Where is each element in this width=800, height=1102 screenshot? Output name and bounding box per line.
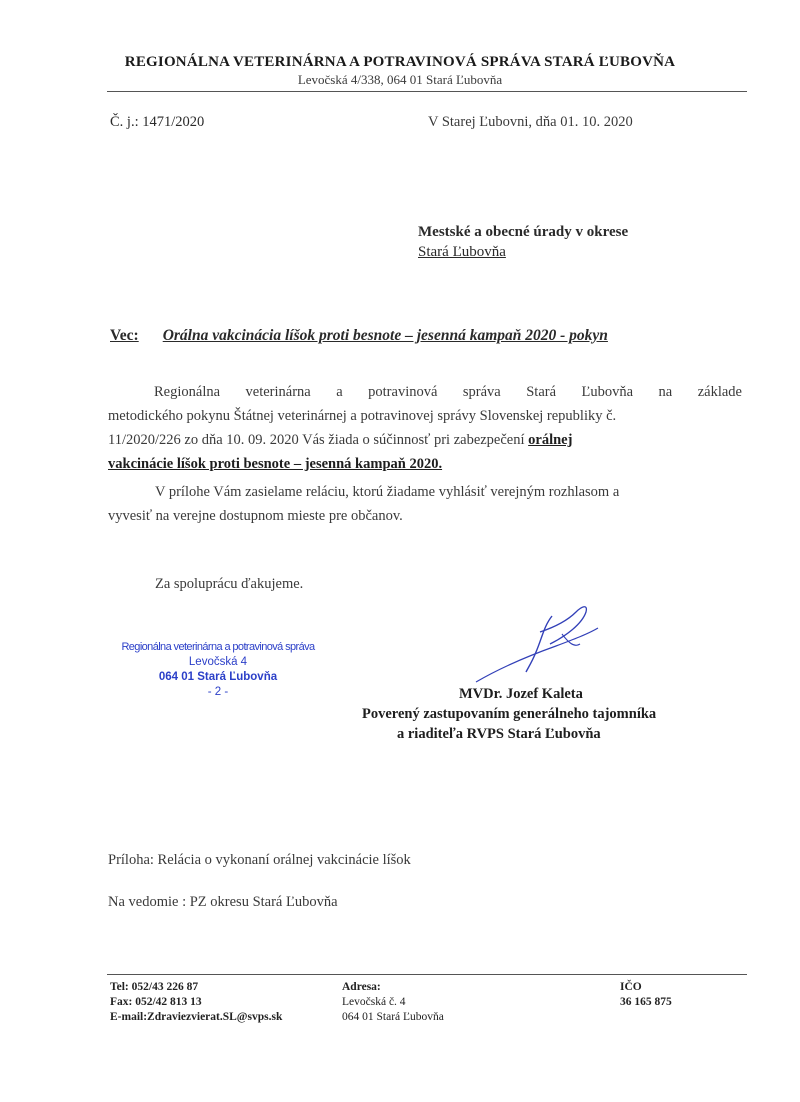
subject-text: Orálna vakcinácia líšok proti besnote – jesenná kampaň 2020 - pokyn [162, 327, 608, 344]
subject-line [110, 327, 608, 345]
footer-tel: Tel: 052/43 226 87 [110, 981, 199, 993]
body-paragraph-1-line-3 [108, 432, 572, 449]
body-emphasis-start: orálnej [528, 432, 573, 448]
footer-ico-value: 36 165 875 [620, 996, 672, 1008]
footer-address-label: Adresa: [342, 981, 381, 993]
subject-label: Vec: [110, 327, 139, 344]
signatory-role-2: a riaditeľa RVPS Stará Ľubovňa [397, 726, 601, 742]
footer-address [342, 980, 444, 1025]
official-stamp [118, 640, 318, 700]
footer-ico [620, 980, 672, 1010]
signatory-name: MVDr. Jozef Kaleta [459, 686, 583, 702]
reference-number: Č. j.: 1471/2020 [110, 114, 205, 130]
body-paragraph-1-line-2: metodického pokynu Štátnej veterinárnej a potravinovej správy Slovenskej republiky č. [108, 408, 617, 424]
stamp-line-3: 064 01 Stará Ľubovňa [158, 671, 278, 683]
stamp-line-1: Regionálna veterinárna a potravinová správa [121, 641, 315, 653]
signatory-role-1: Poverený zastupovaním generálneho tajomníka [362, 706, 657, 722]
recipient-line-2: Stará Ľubovňa [418, 244, 506, 260]
footer-contacts [110, 980, 282, 1025]
organization-name: REGIONÁLNA VETERINÁRNA A POTRAVINOVÁ SPRÁVA STARÁ ĽUBOVŇA [124, 54, 676, 70]
recipient-line-1: Mestské a obecné úrady v okrese [418, 224, 629, 240]
header-divider [107, 91, 747, 92]
stamp-line-4: - 2 - [207, 686, 229, 698]
footer-email: E-mail:Zdraviezvierat.SL@svps.sk [110, 1011, 283, 1023]
place-date: V Starej Ľubovni, dňa 01. 10. 2020 [428, 114, 633, 130]
footer-divider [107, 974, 747, 975]
footer-ico-label: IČO [620, 981, 642, 993]
stamp-line-2: Levočská 4 [188, 656, 248, 668]
body-paragraph-2-line-1: V prílohe Vám zasielame reláciu, ktorú žiadame vyhlásiť verejným rozhlasom a [155, 484, 620, 500]
body-paragraph-1-line-3-text: 11/2020/226 zo dňa 10. 09. 2020 Vás žiada o súčinnosť pri zabezpečení [108, 432, 529, 448]
closing-thanks: Za spoluprácu ďakujeme. [155, 576, 304, 592]
body-emphasis-end: vakcinácie líšok proti besnote – jesenná kampaň 2020. [108, 456, 443, 472]
footer-address-line-1: Levočská č. 4 [342, 996, 406, 1008]
notice-note: Na vedomie : PZ okresu Stará Ľubovňa [108, 894, 338, 910]
attachment-note: Príloha: Relácia o vykonaní orálnej vakcinácie líšok [108, 852, 411, 868]
footer-fax: Fax: 052/42 813 13 [110, 996, 202, 1008]
footer-address-line-2: 064 01 Stará Ľubovňa [342, 1011, 444, 1023]
body-paragraph-2-line-2: vyvesiť na verejne dostupnom mieste pre občanov. [108, 508, 403, 524]
organization-address: Levočská 4/338, 064 01 Stará Ľubovňa [297, 72, 503, 87]
body-paragraph-1-line-1: Regionálna veterinárna a potravinová správa Stará Ľubovňa na základe [154, 384, 742, 400]
handwritten-signature-icon [470, 598, 610, 688]
